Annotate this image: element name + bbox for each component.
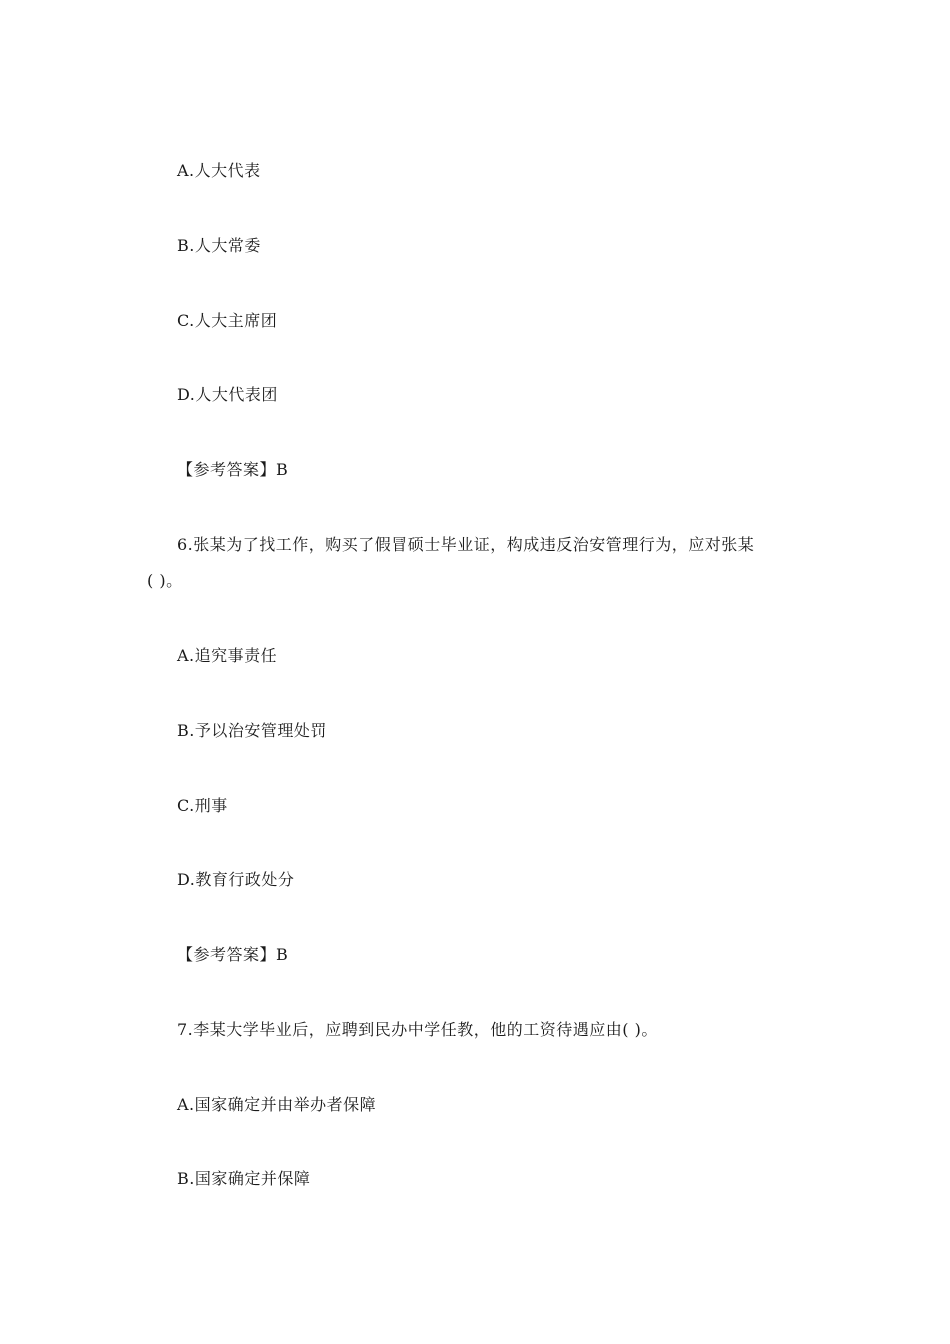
q6-answer: 【参考答案】B — [177, 945, 289, 964]
q7-option-a: A.国家确定并由举办者保障 — [177, 1095, 377, 1114]
q6-option-b: B.予以治安管理处罚 — [177, 721, 327, 740]
q6-option-a: A.追究事责任 — [177, 646, 278, 665]
q5-option-b: B.人大常委 — [177, 236, 261, 255]
q5-option-d: D.人大代表团 — [177, 385, 278, 404]
q5-answer: 【参考答案】B — [177, 460, 289, 479]
q6-stem-line1: 6.张某为了找工作，购买了假冒硕士毕业证，构成违反治安管理行为，应对张某 — [177, 535, 755, 554]
q5-option-c: C.人大主席团 — [177, 311, 278, 330]
q7-stem: 7.李某大学毕业后，应聘到民办中学任教，他的工资待遇应由( )。 — [177, 1020, 658, 1039]
q6-option-d: D.教育行政处分 — [177, 870, 295, 889]
q6-option-c: C.刑事 — [177, 796, 228, 815]
q6-stem-line2: ( )。 — [147, 571, 183, 590]
q5-option-a: A.人大代表 — [177, 161, 261, 180]
q7-option-b: B.国家确定并保障 — [177, 1169, 311, 1188]
